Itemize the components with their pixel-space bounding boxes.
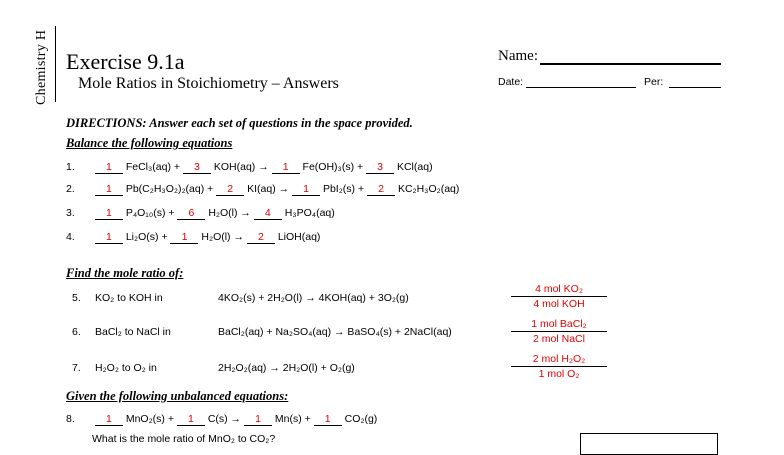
coefficient-answer: 1 <box>292 184 320 196</box>
equation-row <box>66 413 377 426</box>
ratio-numerator: 1 mol BaCl₂ <box>511 318 607 332</box>
ratio-denominator: 4 mol KOH <box>533 298 585 310</box>
ratio-equation: BaCl₂(aq) + Na₂SO₄(aq) → BaSO₄(s) + 2NaCl(aq) <box>218 326 452 338</box>
species: FeCl₃(aq) + <box>125 161 181 173</box>
species: Pb(C₂H₃O₂)₂(aq) + <box>125 183 214 195</box>
species: LiOH(aq) <box>277 231 321 243</box>
period-label: Per: <box>644 76 664 88</box>
name-label: Name: <box>498 48 538 64</box>
coefficient-answer: 1 <box>95 232 123 244</box>
coefficient-answer: 1 <box>244 414 272 426</box>
ratio-question-label: KO₂ to KOH in <box>95 292 163 304</box>
ratio-answer <box>511 353 607 380</box>
equation-row <box>66 207 335 220</box>
species: PbI₂(s) + <box>322 183 365 195</box>
species: P₄O₁₀(s) + <box>125 207 175 219</box>
species: KOH(aq) → <box>213 161 269 173</box>
species: KC₂H₃O₂(aq) <box>397 183 460 195</box>
coefficient-answer: 1 <box>95 208 123 220</box>
coefficient-answer: 3 <box>183 162 211 174</box>
date-label: Date: <box>498 76 524 88</box>
equation-row <box>66 161 433 174</box>
species: CO₂(g) <box>344 413 378 425</box>
equation-number: 1. <box>66 161 75 173</box>
coefficient-answer: 1 <box>314 414 342 426</box>
coefficient-answer: 4 <box>254 208 282 220</box>
species: H₂O(l) → <box>201 231 244 243</box>
ratio-denominator: 1 mol O₂ <box>538 368 580 380</box>
equation-number: 2. <box>66 183 75 195</box>
equation-row <box>66 183 459 196</box>
answer-box <box>580 433 718 455</box>
ratio-question-number: 6. <box>72 326 81 338</box>
ratio-question-number: 7. <box>72 362 81 374</box>
ratio-question-label: BaCl₂ to NaCl in <box>95 326 171 338</box>
species: Fe(OH)₃(s) + <box>302 161 364 173</box>
coefficient-answer: 1 <box>170 232 198 244</box>
species: H₃PO₄(aq) <box>284 207 335 219</box>
ratio-denominator: 2 mol NaCl <box>533 333 585 345</box>
directions: DIRECTIONS: Answer each set of questions in the space provided. <box>66 116 413 130</box>
coefficient-answer: 3 <box>366 162 394 174</box>
ratio-equation: 2H₂O₂(aq) → 2H₂O(l) + O₂(g) <box>218 362 355 374</box>
equation-number: 3. <box>66 207 75 219</box>
ratio-question-label: H₂O₂ to O₂ in <box>95 362 157 374</box>
equation-number: 4. <box>66 231 75 243</box>
ratio-answer <box>511 318 607 345</box>
header-divider <box>55 26 56 102</box>
unbalanced-heading: Given the following unbalanced equations: <box>66 389 289 403</box>
course-label: Chemistry H <box>34 29 49 105</box>
ratio-question-number: 5. <box>72 292 81 304</box>
question-text: What is the mole ratio of MnO₂ to CO₂? <box>92 433 276 445</box>
species: Mn(s) + <box>274 413 311 425</box>
coefficient-answer: 1 <box>272 162 300 174</box>
equation-number: 8. <box>66 413 75 425</box>
ratio-answer <box>511 283 607 310</box>
coefficient-answer: 2 <box>216 184 244 196</box>
coefficient-answer: 1 <box>95 184 123 196</box>
equation-row <box>66 231 320 244</box>
date-field[interactable] <box>526 87 636 88</box>
species: KCl(aq) <box>396 161 433 173</box>
species: KI(aq) → <box>247 183 290 195</box>
coefficient-answer: 2 <box>367 184 395 196</box>
page-title: Exercise 9.1a <box>66 49 185 74</box>
coefficient-answer: 1 <box>95 162 123 174</box>
coefficient-answer: 1 <box>95 414 123 426</box>
coefficient-answer: 6 <box>177 208 205 220</box>
period-field[interactable] <box>669 87 721 88</box>
balance-heading: Balance the following equations <box>66 136 233 150</box>
species: H₂O(l) → <box>208 207 251 219</box>
ratio-numerator: 2 mol H₂O₂ <box>511 353 607 367</box>
coefficient-answer: 2 <box>247 232 275 244</box>
species: C(s) → <box>207 413 242 425</box>
name-field[interactable] <box>540 63 721 65</box>
species: MnO₂(s) + <box>125 413 174 425</box>
ratio-equation: 4KO₂(s) + 2H₂O(l) → 4KOH(aq) + 3O₂(g) <box>218 292 409 304</box>
page-subtitle: Mole Ratios in Stoichiometry – Answers <box>78 75 339 92</box>
ratio-heading: Find the mole ratio of: <box>66 266 184 280</box>
species: Li₂O(s) + <box>125 231 168 243</box>
ratio-numerator: 4 mol KO₂ <box>511 283 607 297</box>
coefficient-answer: 1 <box>177 414 205 426</box>
